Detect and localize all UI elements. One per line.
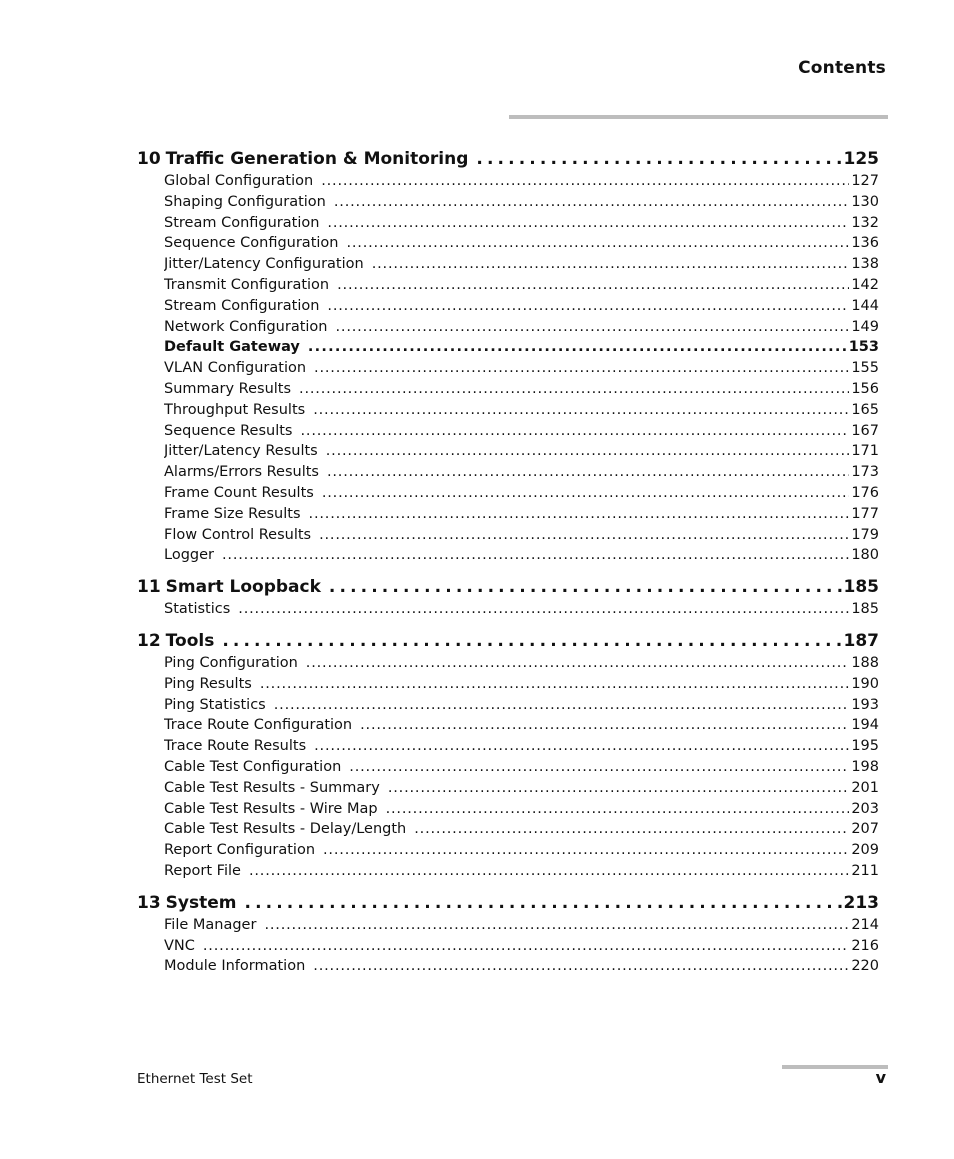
entry-page: 144 <box>851 297 879 314</box>
chapter-heading[interactable] <box>137 147 879 171</box>
entry-title: Global Configuration <box>164 173 314 189</box>
dot-leader <box>306 653 850 674</box>
entry-title: Trace Route Configuration <box>164 717 353 734</box>
entry-page: 167 <box>851 422 879 439</box>
dot-leader <box>308 337 847 358</box>
chapter-entries <box>137 653 879 882</box>
toc-entry[interactable] <box>164 379 879 400</box>
entry-page: 171 <box>851 443 879 460</box>
entry-page: 132 <box>851 214 879 231</box>
toc-entry[interactable] <box>164 233 879 254</box>
chapter-heading[interactable] <box>137 575 879 599</box>
entry-title: Ping Configuration <box>164 654 298 671</box>
dot-leader <box>346 233 849 254</box>
entry-page: 156 <box>851 380 879 397</box>
entry-title: Flow Control Results <box>164 526 312 543</box>
chapter-heading[interactable] <box>137 629 879 653</box>
chapter-page: 187 <box>843 630 879 651</box>
chapter-11 <box>137 575 879 620</box>
entry-title: Ping Statistics <box>164 696 266 713</box>
toc-entry[interactable] <box>164 317 879 338</box>
dot-leader <box>386 799 850 820</box>
dot-leader <box>238 599 849 620</box>
toc-entry[interactable] <box>164 819 879 840</box>
chapter-title: Smart Loopback <box>165 577 321 598</box>
toc-entry[interactable] <box>164 936 879 957</box>
dot-leader <box>329 575 842 599</box>
chapter-entries <box>137 915 879 977</box>
dot-leader <box>260 674 849 695</box>
toc-entry[interactable] <box>164 861 879 882</box>
entry-page: 138 <box>851 256 879 273</box>
entry-title: Frame Count Results <box>164 484 314 501</box>
toc-entry[interactable] <box>164 915 879 936</box>
chapter-title: Tools <box>165 630 215 651</box>
dot-leader <box>314 358 849 379</box>
dot-leader <box>388 778 849 799</box>
entry-title: Stream Configuration <box>164 297 320 314</box>
entry-page: 216 <box>851 937 879 954</box>
toc-entry[interactable] <box>164 715 879 736</box>
entry-title: Cable Test Results - Wire Map <box>164 800 378 817</box>
dot-leader <box>222 545 849 566</box>
table-of-contents <box>137 147 879 986</box>
dot-leader <box>321 171 849 192</box>
toc-entry[interactable] <box>164 545 879 566</box>
entry-title: Throughput Results <box>164 401 306 418</box>
entry-page: 198 <box>851 758 879 775</box>
dot-leader <box>327 213 849 234</box>
dot-leader <box>360 715 849 736</box>
chapter-heading[interactable] <box>137 891 879 915</box>
entry-title: Ping Results <box>164 675 252 692</box>
entry-page: 207 <box>851 821 879 838</box>
entry-title: Jitter/Latency Results <box>164 443 318 460</box>
entry-title: Jitter/Latency Configuration <box>164 256 364 273</box>
chapter-page: 125 <box>843 149 879 169</box>
chapter-13 <box>137 891 879 977</box>
dot-leader <box>314 736 849 757</box>
entry-title: Summary Results <box>164 380 292 397</box>
entry-title: File Manager <box>164 916 257 933</box>
dot-leader <box>264 915 849 936</box>
entry-title: Sequence Configuration <box>164 235 339 252</box>
chapter-entries <box>137 171 879 566</box>
chapter-10 <box>137 147 879 566</box>
entry-title: Shaping Configuration <box>164 193 326 210</box>
entry-page: 195 <box>851 738 879 755</box>
chapter-number: 11 <box>137 577 161 598</box>
chapter-title: Traffic Generation & Monitoring <box>165 149 469 169</box>
toc-entry[interactable] <box>164 757 879 778</box>
chapter-number: 13 <box>137 892 161 913</box>
dot-leader <box>319 525 849 546</box>
entry-page: 194 <box>851 717 879 734</box>
dot-leader <box>313 400 849 421</box>
chapter-number: 10 <box>137 149 161 169</box>
chapter-number: 12 <box>137 630 161 651</box>
entry-title: Cable Test Results - Summary <box>164 779 380 796</box>
entry-page: 185 <box>851 601 879 618</box>
entry-page: 173 <box>851 464 879 481</box>
entry-page: 193 <box>851 696 879 713</box>
dot-leader <box>245 891 842 915</box>
page-header-title: Contents <box>798 58 886 78</box>
entry-title: Transmit Configuration <box>164 276 330 293</box>
entry-page: 201 <box>851 779 879 796</box>
entry-page: 211 <box>851 862 879 879</box>
entry-page: 180 <box>851 547 879 564</box>
entry-title: Sequence Results <box>164 422 293 439</box>
header-rule <box>509 115 888 119</box>
entry-title: Cable Test Results - Delay/Length <box>164 821 407 838</box>
dot-leader <box>313 956 849 977</box>
entry-page: 177 <box>851 505 879 522</box>
toc-entry[interactable] <box>164 296 879 317</box>
toc-entry[interactable] <box>164 462 879 483</box>
entry-title: Alarms/Errors Results <box>164 464 319 481</box>
toc-entry[interactable] <box>164 525 879 546</box>
dot-leader <box>274 695 850 716</box>
entry-page: 179 <box>851 526 879 543</box>
toc-entry[interactable] <box>164 421 879 442</box>
toc-entry[interactable] <box>164 275 879 296</box>
chapter-12 <box>137 629 879 882</box>
toc-entry[interactable] <box>164 358 879 379</box>
entry-page: 130 <box>851 193 879 210</box>
dot-leader <box>334 192 849 213</box>
toc-entry[interactable] <box>164 674 879 695</box>
entry-title: Frame Size Results <box>164 505 301 522</box>
dot-leader <box>476 147 841 171</box>
dot-leader <box>372 254 850 275</box>
toc-entry[interactable] <box>164 778 879 799</box>
entry-title: Network Configuration <box>164 318 328 335</box>
entry-page: 220 <box>851 958 879 975</box>
entry-title: Module Information <box>164 958 306 975</box>
dot-leader <box>323 840 849 861</box>
entry-page: 153 <box>848 339 879 356</box>
toc-entry[interactable] <box>164 695 879 716</box>
toc-entry[interactable] <box>164 736 879 757</box>
chapter-title: System <box>165 892 237 913</box>
entry-page: 209 <box>851 842 879 859</box>
entry-title: VNC <box>164 937 195 954</box>
entry-page: 203 <box>851 800 879 817</box>
toc-entry[interactable] <box>164 441 879 462</box>
entry-page: 142 <box>851 276 879 293</box>
entry-title: Stream Configuration <box>164 214 320 231</box>
dot-leader <box>301 421 850 442</box>
toc-entry[interactable] <box>164 956 879 977</box>
chapter-page: 213 <box>843 892 879 913</box>
entry-title: Logger <box>164 547 214 564</box>
toc-entry[interactable] <box>164 653 879 674</box>
dot-leader <box>414 819 849 840</box>
entry-title: Report Configuration <box>164 842 316 859</box>
dot-leader <box>203 936 849 957</box>
entry-page: 190 <box>851 675 879 692</box>
toc-entry[interactable] <box>164 483 879 504</box>
toc-entry[interactable] <box>164 254 879 275</box>
dot-leader <box>326 441 850 462</box>
entry-page: 176 <box>851 484 879 501</box>
entry-page: 214 <box>851 916 879 933</box>
entry-page: 149 <box>851 318 879 335</box>
entry-title: Statistics <box>164 601 231 618</box>
dot-leader <box>322 483 849 504</box>
dot-leader <box>327 462 849 483</box>
toc-entry[interactable] <box>164 192 879 213</box>
entry-page: 136 <box>851 235 879 252</box>
toc-entry[interactable] <box>164 504 879 525</box>
entry-title: Default Gateway <box>164 339 300 356</box>
toc-entry[interactable] <box>164 337 879 358</box>
dot-leader <box>249 861 849 882</box>
footer-page-number: v <box>875 1068 886 1087</box>
chapter-page: 185 <box>843 577 879 598</box>
dot-leader <box>222 629 841 653</box>
toc-entry[interactable] <box>164 799 879 820</box>
entry-title: VLAN Configuration <box>164 360 307 377</box>
footer-rule <box>782 1065 888 1069</box>
toc-entry[interactable] <box>164 171 879 192</box>
dot-leader <box>299 379 849 400</box>
toc-entry[interactable] <box>164 599 879 620</box>
entry-page: 155 <box>851 360 879 377</box>
dot-leader <box>309 504 850 525</box>
entry-page: 165 <box>851 401 879 418</box>
toc-entry[interactable] <box>164 840 879 861</box>
toc-entry[interactable] <box>164 400 879 421</box>
entry-title: Trace Route Results <box>164 738 307 755</box>
toc-entry[interactable] <box>164 213 879 234</box>
dot-leader <box>337 275 849 296</box>
dot-leader <box>336 317 850 338</box>
dot-leader <box>349 757 849 778</box>
footer-product-name: Ethernet Test Set <box>137 1071 253 1087</box>
entry-page: 127 <box>851 173 879 189</box>
dot-leader <box>327 296 849 317</box>
entry-title: Cable Test Configuration <box>164 758 342 775</box>
entry-page: 188 <box>851 654 879 671</box>
chapter-entries <box>137 599 879 620</box>
entry-title: Report File <box>164 862 241 879</box>
